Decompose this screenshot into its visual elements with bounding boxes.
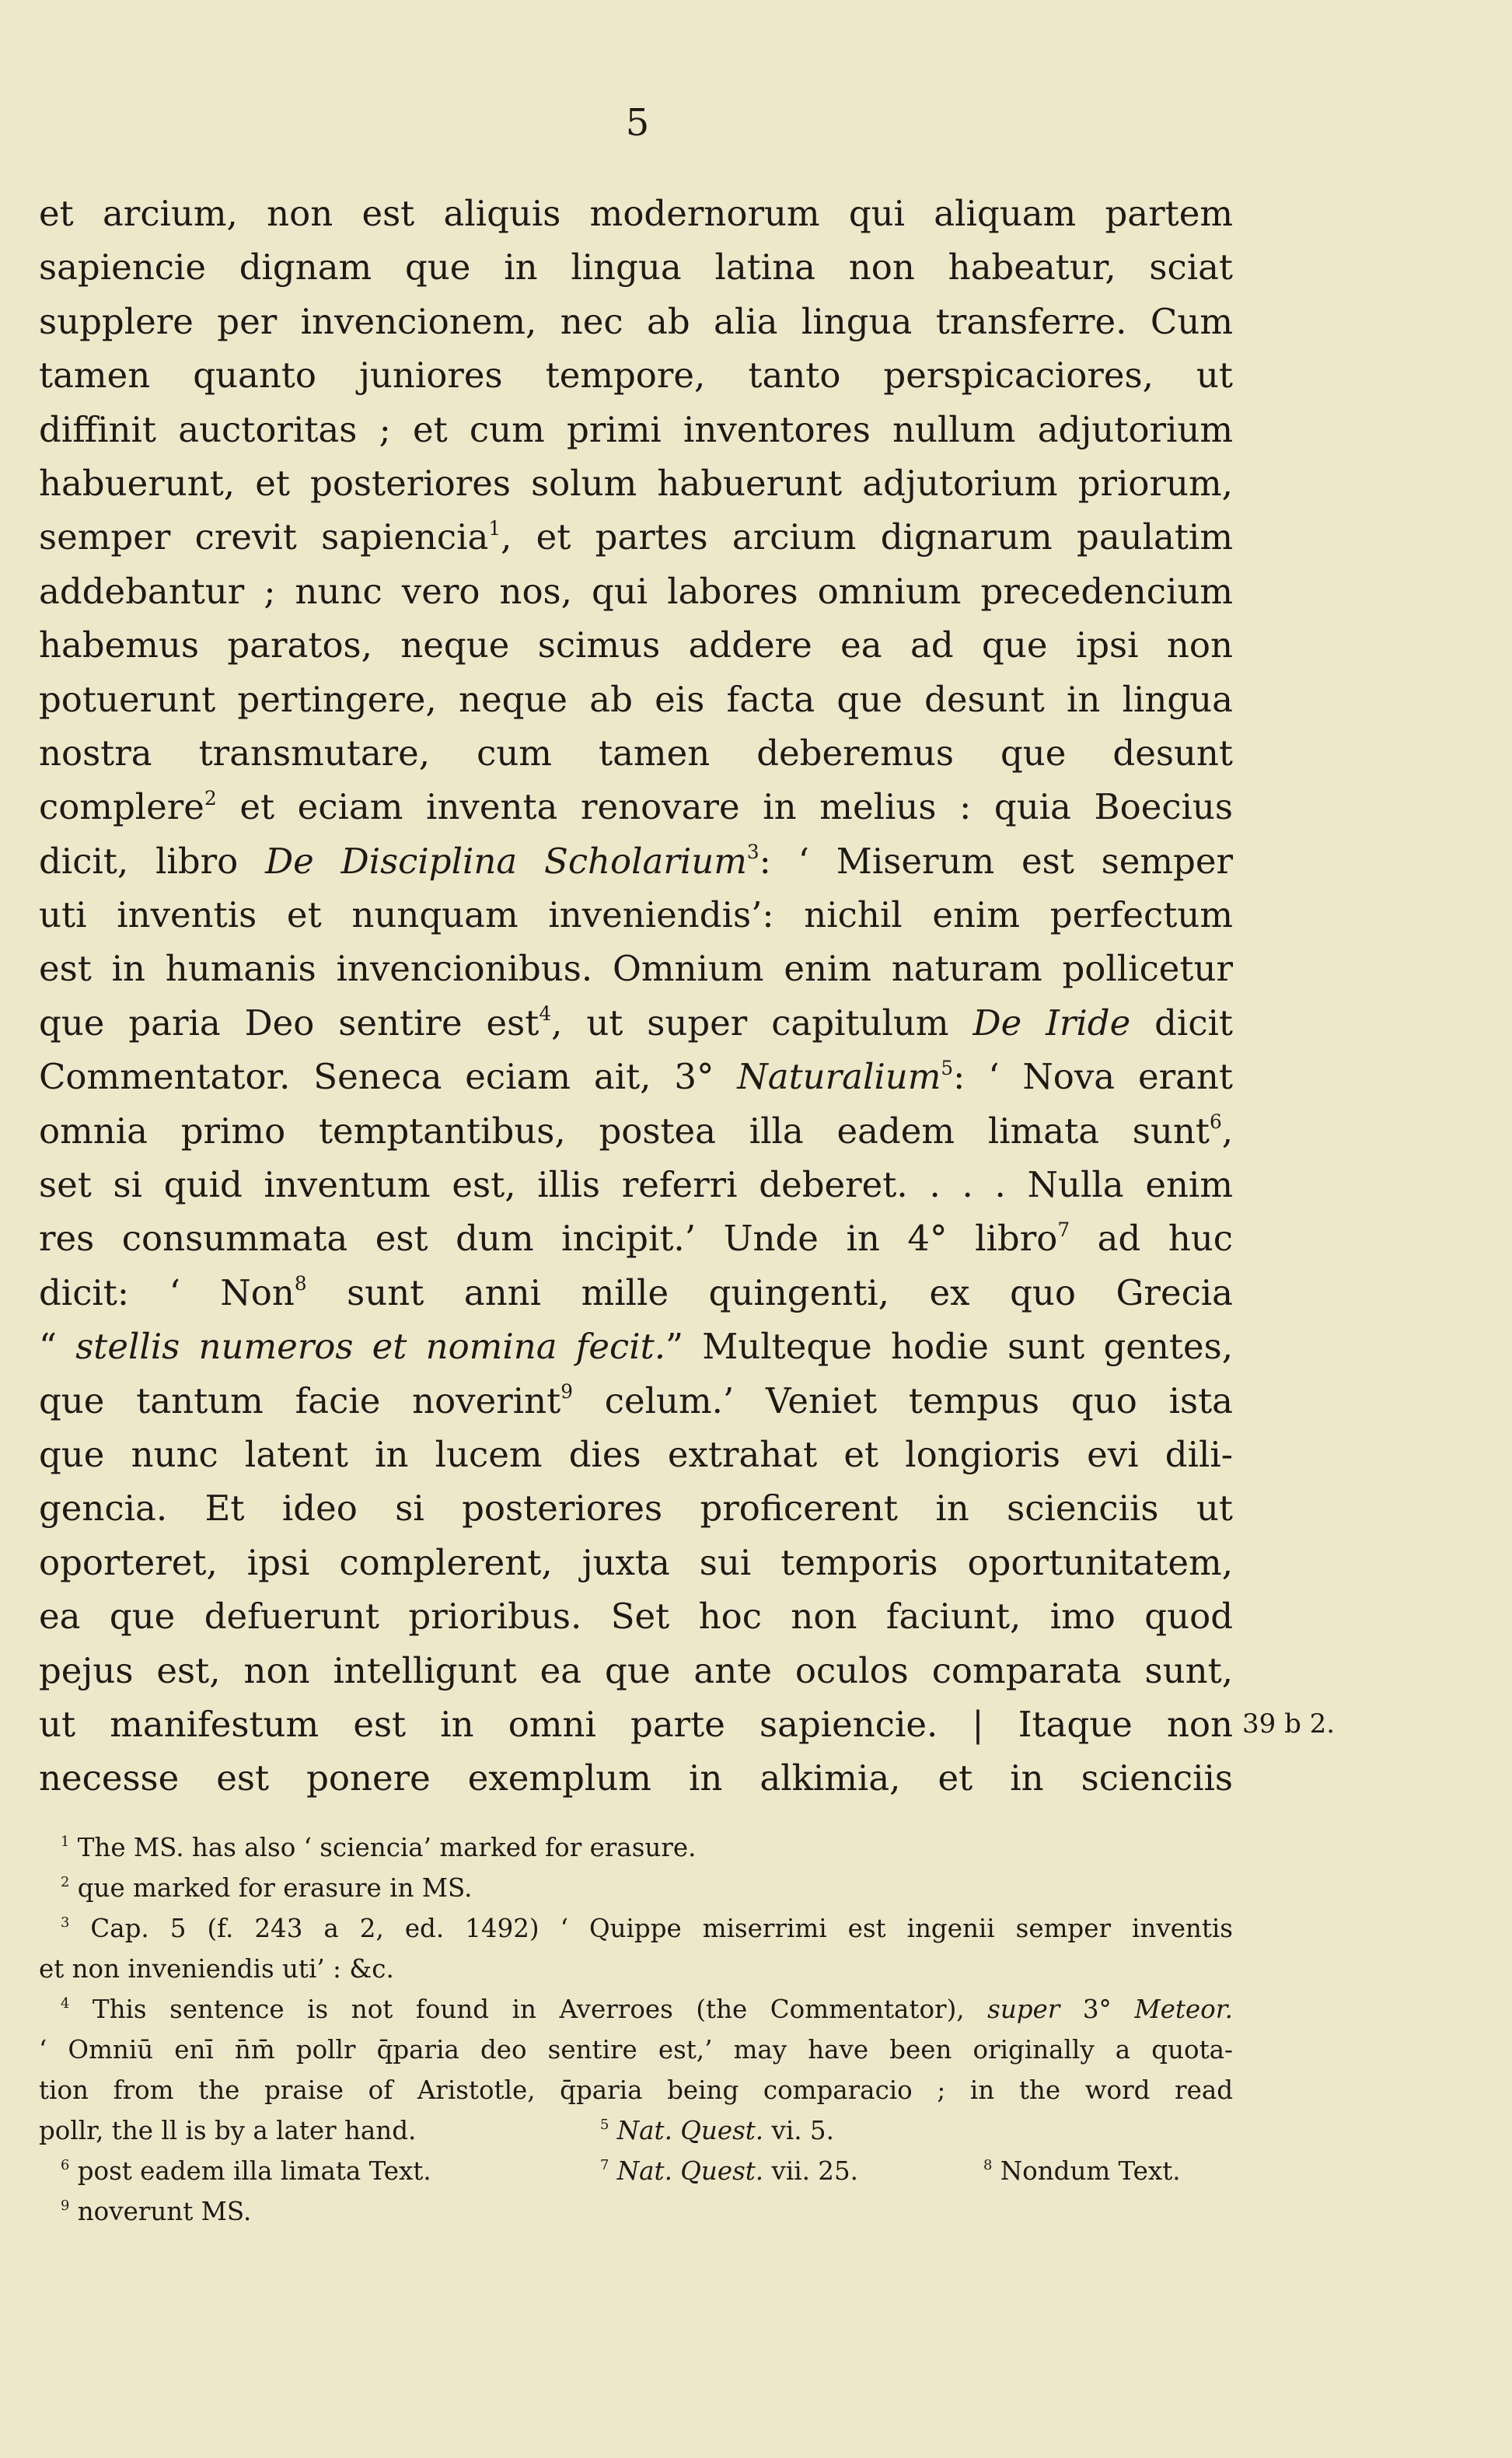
text-run: pejus est, non intelligunt ea que ante oculos comparata sunt, (39, 1649, 1233, 1691)
footnote-reference: 1 (488, 516, 501, 540)
text-run: gencia. Et ideo si posteriores proficerent in scienciis ut (39, 1488, 1233, 1530)
text-run: que nunc latent in lucem dies extrahat et longioris evi dili- (39, 1433, 1233, 1475)
text-run: supplere per invencionem, nec ab alia lingua transferre. Cum (39, 300, 1233, 342)
text-run: celum.’ Veniet tempus quo ista (572, 1379, 1233, 1421)
text-run: noverunt MS. (69, 2197, 252, 2226)
footnote-line (39, 1827, 1233, 1868)
text-run: “ (39, 1326, 76, 1368)
text-line (39, 726, 1233, 780)
italic-text: De Disciplina Scholarium (265, 840, 747, 882)
footnote-line (39, 2191, 1233, 2232)
margin-folio-note: 39 b 2. (1242, 1708, 1336, 1739)
footnote-reference: 6 (1209, 1110, 1222, 1134)
text-run: potuerunt pertingere, neque ab eis facta que desunt in lingua (39, 678, 1233, 720)
text-run: dicit: ‘ Non (39, 1271, 295, 1313)
footnote-reference: 4 (61, 1995, 70, 2012)
text-run: habemus paratos, neque scimus addere ea ad que ipsi non (39, 624, 1233, 666)
footnote-line (39, 2110, 1233, 2151)
footnote-reference: 5 (941, 1056, 954, 1079)
text-run: uti inventis et nunquam inveniendis’: nichil enim perfectum (39, 894, 1233, 936)
footnote-reference: 8 (983, 2156, 993, 2173)
text-run: est in humanis invencionibus. Omnium enim naturam pollicetur (39, 948, 1233, 990)
text-run: res consummata est dum incipit.’ Unde in 4° libro (39, 1218, 1058, 1260)
text-line (39, 403, 1233, 456)
text-line (39, 888, 1233, 942)
footnote-line (39, 2070, 1233, 2110)
footnote (39, 2070, 1233, 2110)
text-run (609, 2156, 616, 2186)
text-line (39, 295, 1233, 348)
footnote-line (39, 1868, 1233, 1908)
text-run: : ‘ Miserum est semper (759, 840, 1233, 882)
italic-text: Naturalium (737, 1056, 941, 1098)
text-run: vii. 25. (763, 2156, 858, 2186)
text-line (39, 1104, 1233, 1158)
footnote (39, 2191, 251, 2232)
footnotes (39, 1827, 1233, 2232)
text-line (39, 1050, 1233, 1103)
footnote-line (39, 2151, 1233, 2191)
text-run: necesse est ponere exemplum in alkimia, et in scienciis (39, 1757, 1233, 1799)
text-line (39, 1589, 1233, 1643)
footnote-reference: 3 (746, 841, 759, 864)
text-line (39, 1320, 1233, 1373)
footnote (39, 2030, 1233, 2070)
text-run: oporteret, ipsi complerent, juxta sui temporis oportunitatem, (39, 1541, 1233, 1583)
text-run: Nondum Text. (992, 2156, 1181, 2186)
footnote-line (39, 2030, 1233, 2070)
footnote (39, 1908, 1233, 1949)
text-run: semper crevit sapiencia (39, 516, 489, 558)
text-run: que paria Deo sentire est (39, 1002, 540, 1044)
italic-text: stellis numeros et nomina fecit. (75, 1326, 666, 1368)
text-run: The MS. has also ‘ sciencia’ marked for erasure. (69, 1833, 697, 1862)
footnote (983, 2151, 1181, 2191)
footnote-reference: 7 (1057, 1218, 1070, 1241)
text-line (39, 348, 1233, 402)
italic-text: Nat. Quest. (616, 2156, 764, 2186)
text-line (39, 565, 1233, 618)
text-run: complere (39, 786, 204, 828)
text-line (39, 510, 1233, 564)
text-run: et eciam inventa renovare in melius : quia Boecius (216, 786, 1233, 828)
footnote (39, 1989, 1233, 2030)
text-line (39, 996, 1233, 1050)
text-run: sapiencie dignam que in lingua latina non habeatur, sciat (39, 246, 1233, 288)
text-run: que tantum facie noverint (39, 1379, 561, 1421)
text-line (39, 780, 1233, 834)
text-run: This sentence is not found in Averroes (the Commentator), (69, 1995, 988, 2024)
text-line (39, 942, 1233, 995)
footnote-reference: 9 (61, 2197, 70, 2214)
text-run: ad huc (1070, 1218, 1233, 1260)
text-line (39, 1751, 1233, 1805)
text-run: Cap. 5 (f. 243 a 2, ed. 1492) ‘ Quippe miserrimi est ingenii semper inventis (69, 1914, 1233, 1943)
text-run: Commentator. Seneca eciam ait, 3° (39, 1056, 738, 1098)
text-line (39, 1698, 1233, 1751)
footnote-reference: 5 (600, 2116, 609, 2133)
text-run: , (1221, 1110, 1233, 1152)
footnote (600, 2110, 834, 2151)
footnote (39, 1949, 394, 1989)
text-line (39, 1536, 1233, 1589)
text-run: pollr, the ll is by a later hand. (39, 2116, 417, 2145)
text-line (39, 1158, 1233, 1212)
text-line (39, 456, 1233, 510)
text-run: addebantur ; nunc vero nos, qui labores omnium precedencium (39, 570, 1233, 612)
text-run: dicit (1130, 1002, 1234, 1044)
footnote-reference: 2 (61, 1873, 70, 1890)
text-run: et non inveniendis uti’ : &c. (39, 1954, 394, 1984)
footnote (39, 2110, 416, 2151)
text-line (39, 1374, 1233, 1428)
text-run (609, 2116, 616, 2145)
text-line (39, 1644, 1233, 1698)
text-line (39, 187, 1233, 240)
text-run: et arcium, non est aliquis modernorum qui aliquam partem (39, 193, 1233, 234)
footnote (39, 2151, 431, 2191)
text-run: dicit, libro (39, 840, 266, 882)
text-run: , et partes arcium dignarum paulatim (501, 516, 1233, 558)
text-line (39, 1266, 1233, 1320)
italic-text: Meteor. (1134, 1995, 1233, 2024)
text-run: ‘ Omniū enī n̄m̄ pollr q̄paria deo sentire est,’ may have been originally a quota- (39, 2035, 1233, 2065)
text-run: diffinit auctoritas ; et cum primi inventores nullum adjutorium (39, 408, 1233, 450)
footnote-line (39, 1989, 1233, 2030)
text-line (39, 618, 1233, 672)
italic-text: super (987, 1995, 1060, 2024)
text-run: tamen quanto juniores tempore, tanto perspicaciores, ut (39, 355, 1233, 397)
text-run: ea que defuerunt prioribus. Set hoc non faciunt, imo quod (39, 1596, 1233, 1638)
footnote (600, 2151, 858, 2191)
footnote-reference: 9 (560, 1380, 573, 1404)
footnote (39, 1827, 696, 1868)
italic-text: De Iride (972, 1002, 1131, 1044)
text-run: , ut super capitulum (551, 1002, 973, 1044)
body-text (39, 187, 1233, 1806)
footnote-reference: 6 (61, 2156, 70, 2173)
text-run: sunt anni mille quingenti, ex quo Grecia (306, 1271, 1234, 1313)
text-run: post eadem illa limata Text. (69, 2156, 431, 2186)
footnote (39, 1868, 473, 1908)
footnote-reference: 1 (61, 1833, 70, 1850)
text-run: : ‘ Nova erant (953, 1056, 1233, 1098)
text-line (39, 1428, 1233, 1481)
footnote-reference: 3 (61, 1914, 70, 1931)
text-line (39, 673, 1233, 726)
text-line (39, 1212, 1233, 1265)
footnote-reference: 2 (204, 786, 217, 809)
text-run: que marked for erasure in MS. (69, 1873, 473, 1903)
italic-text: Nat. Quest. (616, 2116, 764, 2145)
footnote-line (39, 1908, 1233, 1949)
footnote-reference: 4 (539, 1002, 552, 1026)
text-run: set si quid inventum est, illis referri deberet. . . . Nulla enim (39, 1164, 1233, 1206)
text-line (39, 834, 1233, 888)
text-run: ut manifestum est in omni parte sapiencie. | Itaque non (39, 1703, 1233, 1745)
text-run: habuerunt, et posteriores solum habuerunt adjutorium priorum, (39, 462, 1233, 504)
text-run: tion from the praise of Aristotle, q̄paria being comparacio ; in the word read (39, 2075, 1233, 2105)
page-number: 5 (625, 101, 650, 145)
footnote-reference: 7 (600, 2156, 609, 2173)
text-run: nostra transmutare, cum tamen deberemus que desunt (39, 732, 1233, 774)
footnote-line (39, 1949, 1233, 1989)
text-line (39, 240, 1233, 294)
text-run: omnia primo temptantibus, postea illa eadem limata sunt (39, 1110, 1210, 1152)
text-run: 3° (1060, 1995, 1135, 2024)
footnote-reference: 8 (294, 1272, 307, 1295)
text-run: vi. 5. (763, 2116, 834, 2145)
text-line (39, 1481, 1233, 1535)
text-run: ” Multeque hodie sunt gentes, (665, 1326, 1234, 1368)
